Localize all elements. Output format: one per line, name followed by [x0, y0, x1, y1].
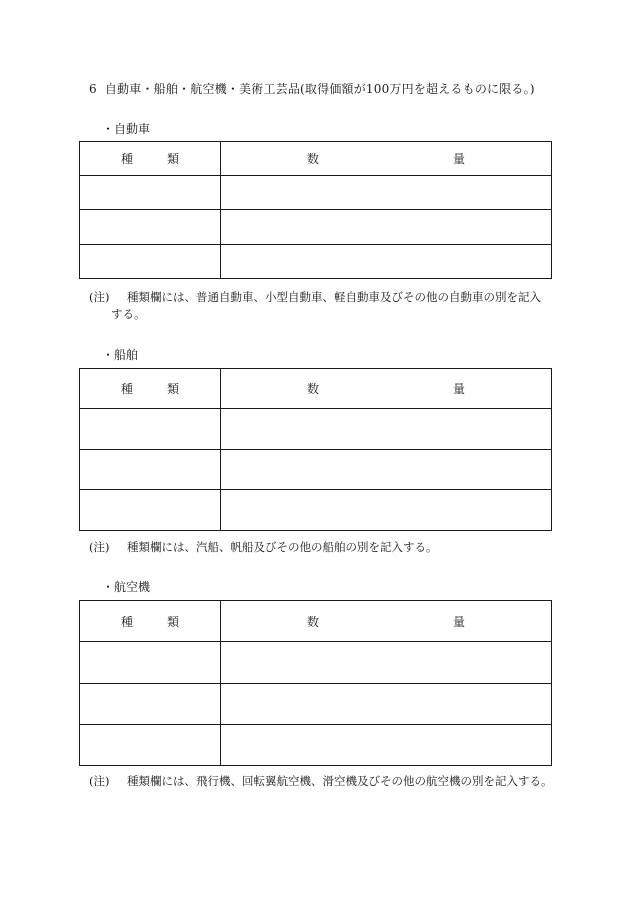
- qty-input-cell[interactable]: [221, 725, 552, 766]
- header-qty-char1: 数: [307, 382, 320, 396]
- automobile-table: [79, 141, 552, 279]
- header-kind-char1: 種: [120, 152, 133, 166]
- header-kind-char1: 種: [120, 614, 133, 629]
- kind-input-cell[interactable]: [80, 684, 221, 725]
- kind-input-cell[interactable]: [80, 245, 221, 279]
- table-row: [80, 490, 552, 531]
- header-qty-char1: 数: [307, 614, 320, 629]
- header-qty-char1: 数: [307, 152, 320, 166]
- note-label: (注): [89, 290, 110, 304]
- note-aircraft: [89, 773, 564, 790]
- header-kind-char1: 種: [120, 382, 133, 396]
- kind-input-cell[interactable]: [80, 450, 221, 490]
- table-row: [80, 245, 552, 279]
- header-qty-char2: 量: [452, 614, 465, 629]
- table-row: [80, 210, 552, 245]
- table-row: [80, 409, 552, 450]
- header-qty-char2: 量: [452, 152, 465, 166]
- qty-input-cell[interactable]: [221, 450, 552, 490]
- note-ship: [89, 539, 564, 556]
- heading-text: 自動車・船舶・航空機・美術工芸品(取得価額が100万円を超えるものに限る。): [104, 82, 535, 96]
- page-heading: [89, 80, 535, 97]
- qty-input-cell[interactable]: [221, 684, 552, 725]
- header-kind-cell: [80, 601, 221, 642]
- table-header-row: [80, 142, 552, 176]
- heading-number: 6: [89, 82, 97, 96]
- qty-input-cell[interactable]: [221, 490, 552, 531]
- header-qty-cell: [221, 601, 552, 642]
- header-kind-cell: [80, 369, 221, 409]
- qty-input-cell[interactable]: [221, 245, 552, 279]
- note-text-line2: する。: [111, 307, 146, 321]
- ship-table: [79, 368, 552, 531]
- table-row: [80, 725, 552, 766]
- qty-input-cell[interactable]: [221, 409, 552, 450]
- header-qty-cell: [221, 369, 552, 409]
- header-kind-char2: 類: [167, 152, 180, 166]
- table-row: [80, 684, 552, 725]
- table-row: [80, 642, 552, 684]
- qty-input-cell[interactable]: [221, 642, 552, 684]
- kind-input-cell[interactable]: [80, 725, 221, 766]
- header-kind-char2: 類: [167, 382, 180, 396]
- qty-input-cell[interactable]: [221, 176, 552, 210]
- header-qty-cell: [221, 142, 552, 176]
- note-label: (注): [89, 540, 110, 554]
- note-text-line1: 種類欄には、飛行機、回転翼航空機、滑空機及びその他の航空機の別を記入する。: [127, 774, 553, 788]
- note-text-line1: 種類欄には、汽船、帆船及びその他の船舶の別を記入する。: [127, 540, 438, 554]
- note-automobile: [89, 289, 564, 323]
- table-row: [80, 450, 552, 490]
- kind-input-cell[interactable]: [80, 409, 221, 450]
- table-row: [80, 176, 552, 210]
- header-kind-char2: 類: [167, 614, 180, 629]
- section-title-aircraft: ・航空機: [102, 580, 151, 594]
- aircraft-table: [79, 600, 552, 766]
- kind-input-cell[interactable]: [80, 210, 221, 245]
- header-qty-char2: 量: [452, 382, 465, 396]
- note-text-line1: 種類欄には、普通自動車、小型自動車、軽自動車及びその他の自動車の別を記入: [127, 290, 541, 304]
- kind-input-cell[interactable]: [80, 176, 221, 210]
- section-title-automobile: ・自動車: [102, 122, 151, 136]
- section-title-ship: ・船舶: [102, 348, 139, 362]
- kind-input-cell[interactable]: [80, 490, 221, 531]
- note-label: (注): [89, 774, 110, 788]
- table-header-row: [80, 369, 552, 409]
- table-header-row: [80, 601, 552, 642]
- kind-input-cell[interactable]: [80, 642, 221, 684]
- qty-input-cell[interactable]: [221, 210, 552, 245]
- header-kind-cell: [80, 142, 221, 176]
